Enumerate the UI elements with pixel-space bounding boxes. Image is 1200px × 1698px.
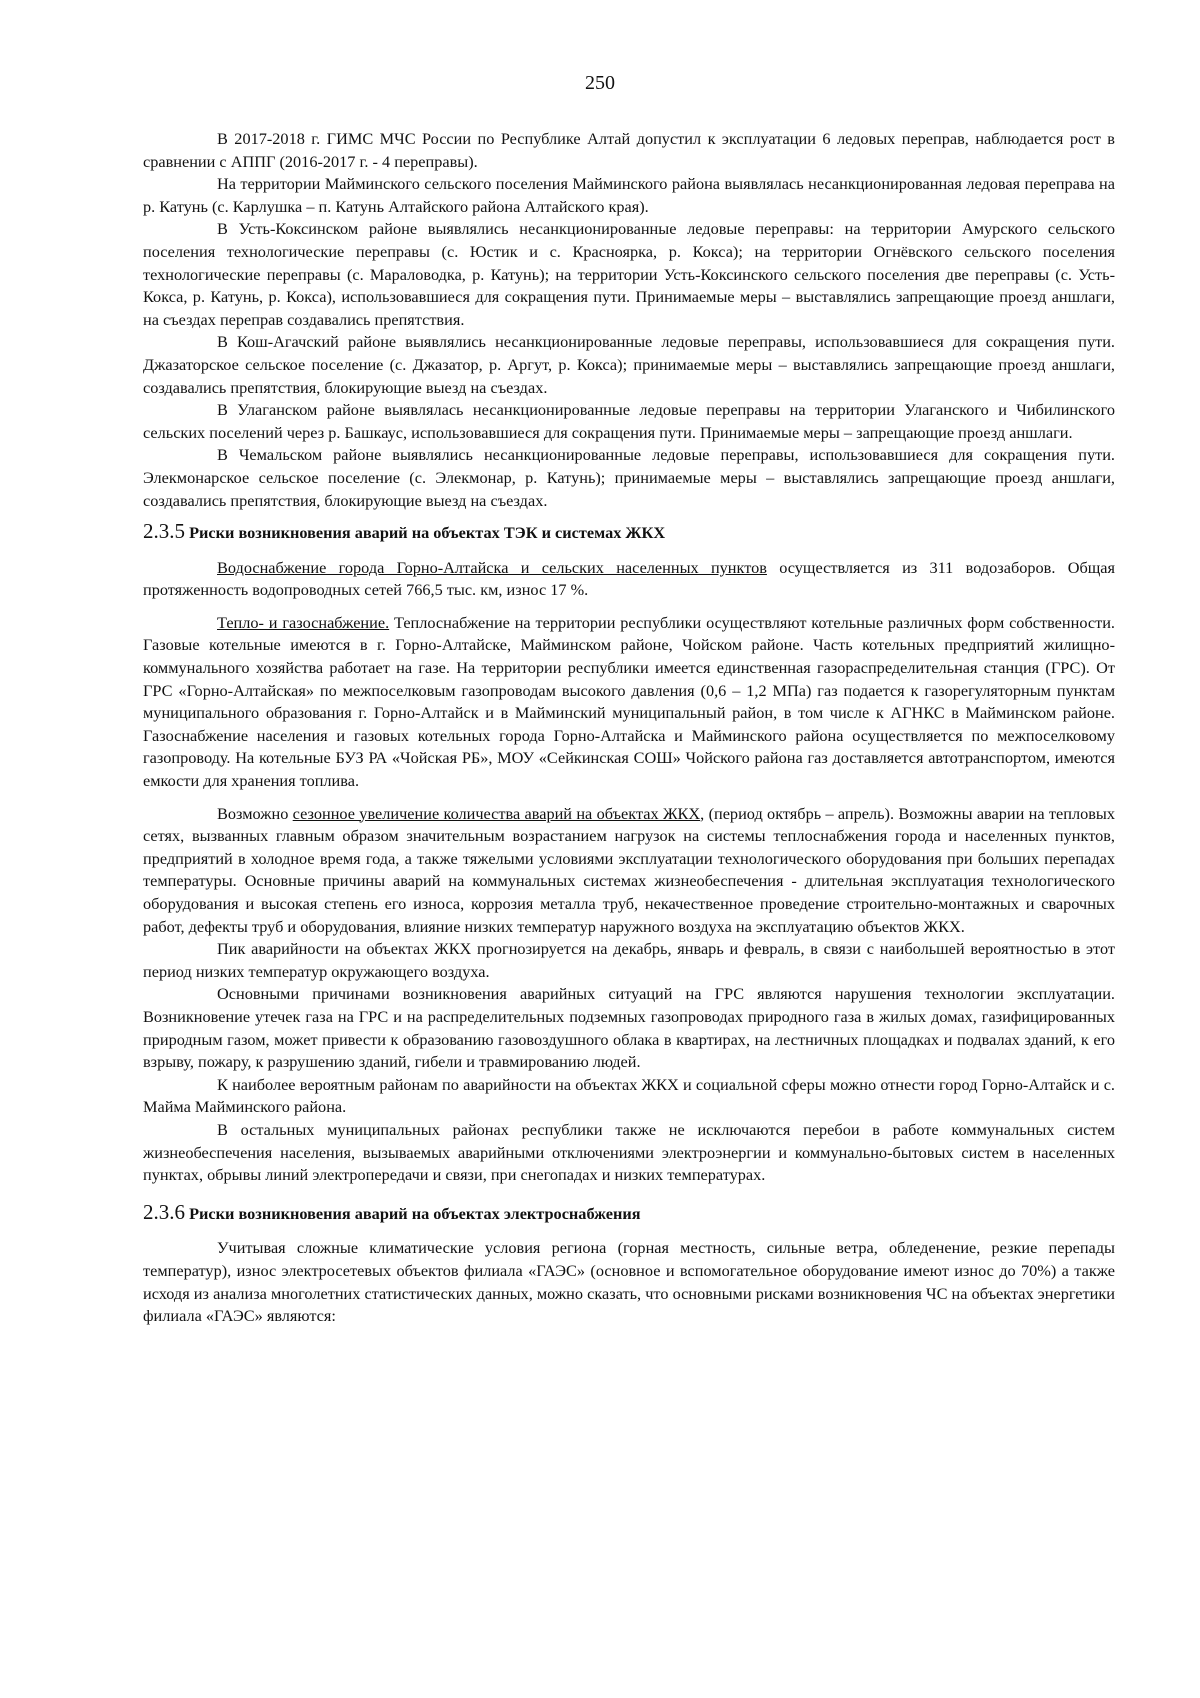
underlined-phrase: сезонное увеличение количества аварий на объектах ЖКХ (292, 803, 701, 823)
paragraph: Основными причинами возникновения аварийных ситуаций на ГРС являются нарушения технологии эксплуатации. Возникновение утечек газа на ГРС и на распределительных подземных газопроводах природного газа в жилых домах, газифицированных природным газом, может привести к образованию газовоздушного облака в квартирах, на лестничных площадках и подвалах зданий, к его взрыву, пожару, к разрушению зданий, гибели и травмированию людей. (143, 984, 1115, 1072)
paragraph-text: Возможно (217, 803, 293, 823)
paragraph: К наиболее вероятным районам по аварийности на объектах ЖКХ и социальной сферы можно отнести город Горно-Алтайск и с. Майма Майминского района. (143, 1074, 1115, 1117)
section-title: Риски возникновения аварий на объектах ТЭК и системах ЖКХ (189, 523, 666, 543)
section-heading-2-3-6 (143, 1201, 1115, 1226)
paragraph: На территории Майминского сельского поселения Майминского района выявлялась несанкционированная ледовая переправа на р. Катунь (с. Карлушка – п. Катунь Алтайского района Алтайского края). (143, 174, 1115, 216)
underlined-phrase: Водоснабжение города Горно-Алтайска и сельских населенных пунктов (217, 557, 767, 577)
paragraph: В Улаганском районе выявлялась несанкционированные ледовые переправы на территории Улаганского и Чибилинского сельских поселений через р. Башкаус, использовавшиеся для сокращения пути. Принимаемые меры – запрещающие проезд аншлаги. (143, 400, 1115, 442)
paragraph-seasonal-accidents (143, 803, 1115, 939)
document-body (143, 128, 1115, 1328)
section-title: Риски возникновения аварий на объектах электроснабжения (189, 1203, 641, 1223)
paragraph: Пик аварийности на объектах ЖКХ прогнозируется на декабрь, январь и февраль, в связи с наибольшей вероятностью в этот период низких температур окружающего воздуха. (143, 939, 1115, 981)
paragraph-water-supply (143, 557, 1115, 602)
paragraph: В Кош-Агачский районе выявлялись несанкционированные ледовые переправы, использовавшиеся для сокращения пути. Джазаторское сельское поселение (с. Джазатор, р. Аргут, р. Кокса); принимаемые меры – выставлялись запрещающие проезд аншлаги, создавались препятствия, блокирующие выезд на съездах. (143, 332, 1115, 397)
page-number: 250 (585, 72, 615, 94)
section-heading-2-3-5 (143, 520, 1115, 545)
paragraph: В остальных муниципальных районах республики также не исключаются перебои в работе коммунальных систем жизнеобеспечения населения, вызываемых аварийными отключениями электроэнергии и коммунально-бытовых систем в населенных пунктах, обрывы линий электропередачи и связи, при снегопадах и низких температурах. (143, 1119, 1115, 1185)
section-number: 2.3.5 (143, 519, 185, 544)
paragraph-text: Теплоснабжение на территории республики осуществляют котельные различных форм собственности. Газовые котельные имеются в г. Горно-Алтайске, Майминском районе, Чойском районе. Часть котельных предприятий жилищно-коммунального хозяйства работает на газе. На территории республики имеется единственная газораспределительная станция (ГРС). От ГРС «Горно-Алтайская» по межпоселковым газопроводам высокого давления (0,6 – 1,2 МПа) газ подается к газорегуляторным пунктам муниципального образования г. Горно-Алтайск и в Майминский муниципальный район, в том числе к АГНКС в Майминском районе. Газоснабжение населения и газовых котельных города Горно-Алтайска и Майминского района осуществляется по межпоселковому газопроводу. На котельные БУЗ РА «Чойская РБ», МОУ «Сейкинская СОШ» Чойского района газ доставляется автотранспортом, имеются емкости для хранения топлива. (143, 612, 1115, 791)
underlined-phrase: Тепло- и газоснабжение. (217, 612, 390, 632)
paragraph: В 2017-2018 г. ГИМС МЧС России по Республике Алтай допустил к эксплуатации 6 ледовых переправ, наблюдается рост в сравнении с АППГ (2016-2017 г. - 4 переправы). (143, 129, 1115, 171)
paragraph-heat-gas-supply (143, 612, 1115, 793)
paragraph: В Усть-Коксинском районе выявлялись несанкционированные ледовые переправы: на территории Амурского сельского поселения технологические переправы (с. Юстик и с. Красноярка, р. Кокса); на территории Огнёвского сельского поселения технологические переправы (с. Мараловодка, р. Катунь); на территории Усть-Коксинского сельского поселения две переправы (с. Усть-Кокса, р. Катунь, р. Кокса), использовавшиеся для сокращения пути. Принимаемые меры – выставлялись запрещающие проезд аншлаги, на съездах переправ создавались препятствия. (143, 219, 1115, 329)
paragraph: Учитывая сложные климатические условия региона (горная местность, сильные ветра, обледенение, резкие перепады температур), износ электросетевых объектов филиала «ГАЭС» (основное и вспомогательное оборудование имеют износ до 70%) а также исходя из анализа многолетних статистических данных, можно сказать, что основными рисками возникновения ЧС на объектах энергетики филиала «ГАЭС» являются: (143, 1238, 1115, 1326)
paragraph: В Чемальском районе выявлялись несанкционированные ледовые переправы, использовавшиеся для сокращения пути. Элекмонарское сельское поселение (с. Элекмонар, р. Катунь); принимаемые меры – выставлялись запрещающие проезд аншлаги, создавались препятствия, блокирующие выезд на съездах. (143, 445, 1115, 510)
paragraph-text: осуществляется из 311 водозаборов. Общая протяженность водопроводных сетей 766,5 тыс. км, износ 17 %. (143, 557, 1115, 600)
paragraph-text: , (период октябрь – апрель). Возможны аварии на тепловых сетях, вызванных главным образом значительным возрастанием нагрузок на системы теплоснабжения города и населенных пунктов, предприятий в холодное время года, а также тяжелыми условиями эксплуатации технологического оборудования при больших перепадах температуры. Основные причины аварий на коммунальных системах жизнеобеспечения - длительная эксплуатация технологического оборудования и высокая степень его износа, коррозия металла труб, некачественное проведение строительно-монтажных и сварочных работ, дефекты труб и оборудования, влияние низких температур наружного воздуха на эксплуатацию объектов ЖКХ. (143, 803, 1115, 936)
section-number: 2.3.6 (143, 1199, 185, 1224)
